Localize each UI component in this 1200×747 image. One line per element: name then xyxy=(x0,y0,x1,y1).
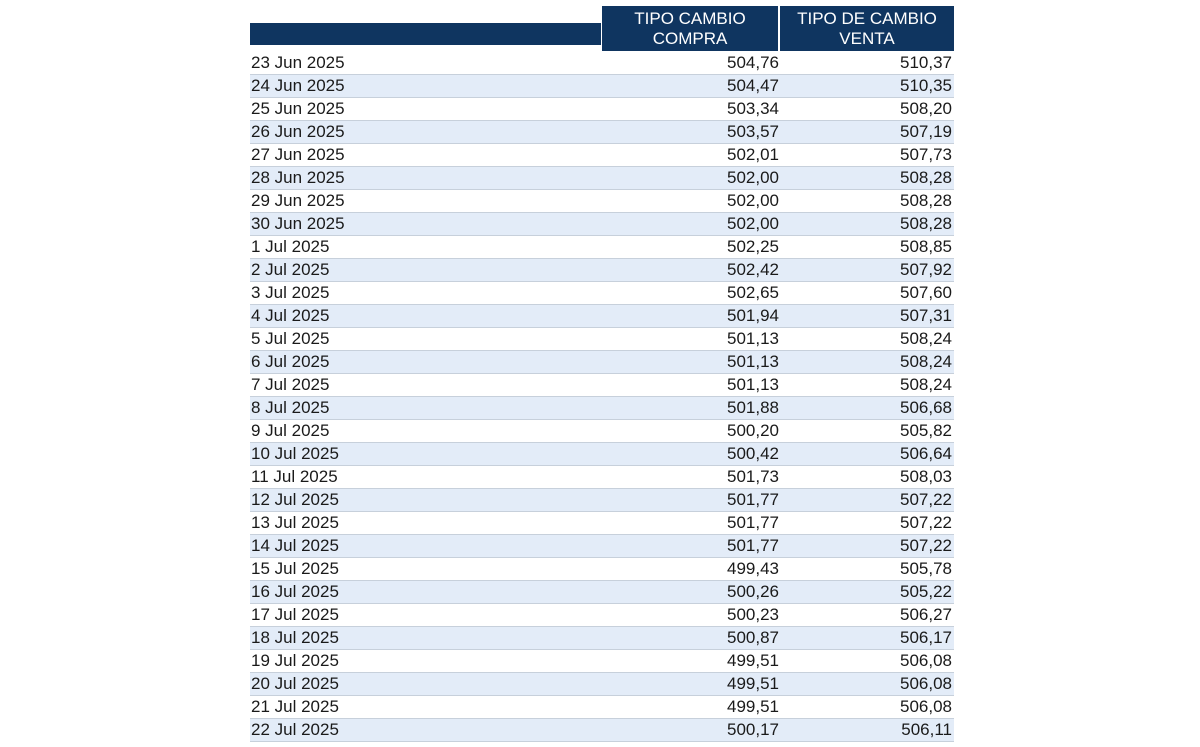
date-cell: 26 Jun 2025 xyxy=(251,122,345,141)
compra-cell: 501,13 xyxy=(727,375,779,394)
compra-cell: 504,47 xyxy=(727,76,779,95)
table-row xyxy=(250,420,954,443)
table-row xyxy=(250,190,954,213)
header-venta: TIPO DE CAMBIO VENTA xyxy=(780,6,954,51)
header-compra: TIPO CAMBIO COMPRA xyxy=(602,6,778,51)
date-cell: 18 Jul 2025 xyxy=(251,628,339,647)
venta-cell: 507,60 xyxy=(900,283,952,302)
compra-cell: 500,42 xyxy=(727,444,779,463)
date-cell: 10 Jul 2025 xyxy=(251,444,339,463)
compra-cell: 504,76 xyxy=(727,53,779,72)
compra-cell: 499,51 xyxy=(727,674,779,693)
date-cell: 8 Jul 2025 xyxy=(251,398,330,417)
compra-cell: 502,42 xyxy=(727,260,779,279)
compra-cell: 502,65 xyxy=(727,283,779,302)
venta-cell: 506,64 xyxy=(900,444,952,463)
date-cell: 20 Jul 2025 xyxy=(251,674,339,693)
venta-cell: 508,24 xyxy=(900,329,952,348)
table-row xyxy=(250,719,954,742)
table-row xyxy=(250,167,954,190)
table-row xyxy=(250,305,954,328)
date-cell: 13 Jul 2025 xyxy=(251,513,339,532)
date-cell: 12 Jul 2025 xyxy=(251,490,339,509)
compra-cell: 501,94 xyxy=(727,306,779,325)
compra-cell: 503,34 xyxy=(727,99,779,118)
table-row xyxy=(250,696,954,719)
table-row xyxy=(250,328,954,351)
compra-cell: 502,00 xyxy=(727,191,779,210)
compra-cell: 500,23 xyxy=(727,605,779,624)
date-cell: 30 Jun 2025 xyxy=(251,214,345,233)
header-date-column xyxy=(250,23,601,45)
table-row xyxy=(250,374,954,397)
table-row xyxy=(250,535,954,558)
compra-cell: 500,17 xyxy=(727,720,779,739)
venta-cell: 508,24 xyxy=(900,375,952,394)
venta-cell: 507,92 xyxy=(900,260,952,279)
venta-cell: 508,28 xyxy=(900,168,952,187)
table-header xyxy=(250,6,954,51)
compra-cell: 499,51 xyxy=(727,697,779,716)
compra-cell: 499,51 xyxy=(727,651,779,670)
venta-cell: 510,37 xyxy=(900,53,952,72)
venta-cell: 506,08 xyxy=(900,697,952,716)
venta-cell: 506,11 xyxy=(901,720,952,739)
date-cell: 24 Jun 2025 xyxy=(251,76,345,95)
venta-cell: 508,20 xyxy=(900,99,952,118)
table-row xyxy=(250,397,954,420)
date-cell: 1 Jul 2025 xyxy=(251,237,330,256)
compra-cell: 499,43 xyxy=(727,559,779,578)
table-row xyxy=(250,581,954,604)
venta-cell: 505,78 xyxy=(900,559,952,578)
date-cell: 7 Jul 2025 xyxy=(251,375,330,394)
compra-cell: 502,25 xyxy=(727,237,779,256)
table-body xyxy=(250,52,954,742)
venta-cell: 507,22 xyxy=(900,513,952,532)
exchange-rate-table xyxy=(250,6,954,742)
table-row xyxy=(250,466,954,489)
date-cell: 16 Jul 2025 xyxy=(251,582,339,601)
compra-cell: 501,77 xyxy=(727,536,779,555)
date-cell: 23 Jun 2025 xyxy=(251,53,345,72)
date-cell: 22 Jul 2025 xyxy=(251,720,339,739)
venta-cell: 506,08 xyxy=(900,674,952,693)
table-row xyxy=(250,121,954,144)
venta-cell: 508,28 xyxy=(900,214,952,233)
venta-cell: 510,35 xyxy=(900,76,952,95)
compra-cell: 502,00 xyxy=(727,214,779,233)
table-row xyxy=(250,75,954,98)
venta-cell: 506,68 xyxy=(900,398,952,417)
compra-cell: 501,73 xyxy=(727,467,779,486)
venta-cell: 507,19 xyxy=(900,122,952,141)
table-row xyxy=(250,259,954,282)
date-cell: 9 Jul 2025 xyxy=(251,421,330,440)
compra-cell: 502,00 xyxy=(727,168,779,187)
table-row xyxy=(250,627,954,650)
compra-cell: 503,57 xyxy=(727,122,779,141)
venta-cell: 508,85 xyxy=(900,237,952,256)
table-row xyxy=(250,351,954,374)
date-cell: 5 Jul 2025 xyxy=(251,329,330,348)
compra-cell: 501,77 xyxy=(727,513,779,532)
date-cell: 11 Jul 2025 xyxy=(251,467,338,486)
table-row xyxy=(250,236,954,259)
date-cell: 17 Jul 2025 xyxy=(251,605,339,624)
table-row xyxy=(250,52,954,75)
venta-cell: 506,08 xyxy=(900,651,952,670)
compra-cell: 501,13 xyxy=(727,352,779,371)
table-row xyxy=(250,282,954,305)
date-cell: 3 Jul 2025 xyxy=(251,283,330,302)
compra-cell: 500,87 xyxy=(727,628,779,647)
compra-cell: 500,20 xyxy=(727,421,779,440)
table-row xyxy=(250,98,954,121)
compra-cell: 501,13 xyxy=(727,329,779,348)
date-cell: 28 Jun 2025 xyxy=(251,168,345,187)
table-row xyxy=(250,512,954,535)
table-row xyxy=(250,489,954,512)
date-cell: 25 Jun 2025 xyxy=(251,99,345,118)
compra-cell: 500,26 xyxy=(727,582,779,601)
table-row xyxy=(250,650,954,673)
table-row xyxy=(250,673,954,696)
table-row xyxy=(250,443,954,466)
date-cell: 14 Jul 2025 xyxy=(251,536,339,555)
date-cell: 21 Jul 2025 xyxy=(251,697,339,716)
compra-cell: 501,77 xyxy=(727,490,779,509)
table-row xyxy=(250,213,954,236)
venta-cell: 507,73 xyxy=(900,145,952,164)
venta-cell: 505,22 xyxy=(900,582,952,601)
compra-cell: 502,01 xyxy=(727,145,779,164)
venta-cell: 508,28 xyxy=(900,191,952,210)
date-cell: 6 Jul 2025 xyxy=(251,352,330,371)
table-row xyxy=(250,604,954,627)
date-cell: 2 Jul 2025 xyxy=(251,260,330,279)
venta-cell: 505,82 xyxy=(900,421,952,440)
compra-cell: 501,88 xyxy=(727,398,779,417)
venta-cell: 507,22 xyxy=(900,536,952,555)
date-cell: 27 Jun 2025 xyxy=(251,145,345,164)
venta-cell: 506,17 xyxy=(900,628,952,647)
date-cell: 4 Jul 2025 xyxy=(251,306,330,325)
venta-cell: 506,27 xyxy=(900,605,952,624)
venta-cell: 507,31 xyxy=(900,306,952,325)
date-cell: 15 Jul 2025 xyxy=(251,559,339,578)
venta-cell: 508,24 xyxy=(900,352,952,371)
venta-cell: 507,22 xyxy=(900,490,952,509)
table-row xyxy=(250,558,954,581)
table-row xyxy=(250,144,954,167)
date-cell: 19 Jul 2025 xyxy=(251,651,339,670)
date-cell: 29 Jun 2025 xyxy=(251,191,345,210)
venta-cell: 508,03 xyxy=(900,467,952,486)
